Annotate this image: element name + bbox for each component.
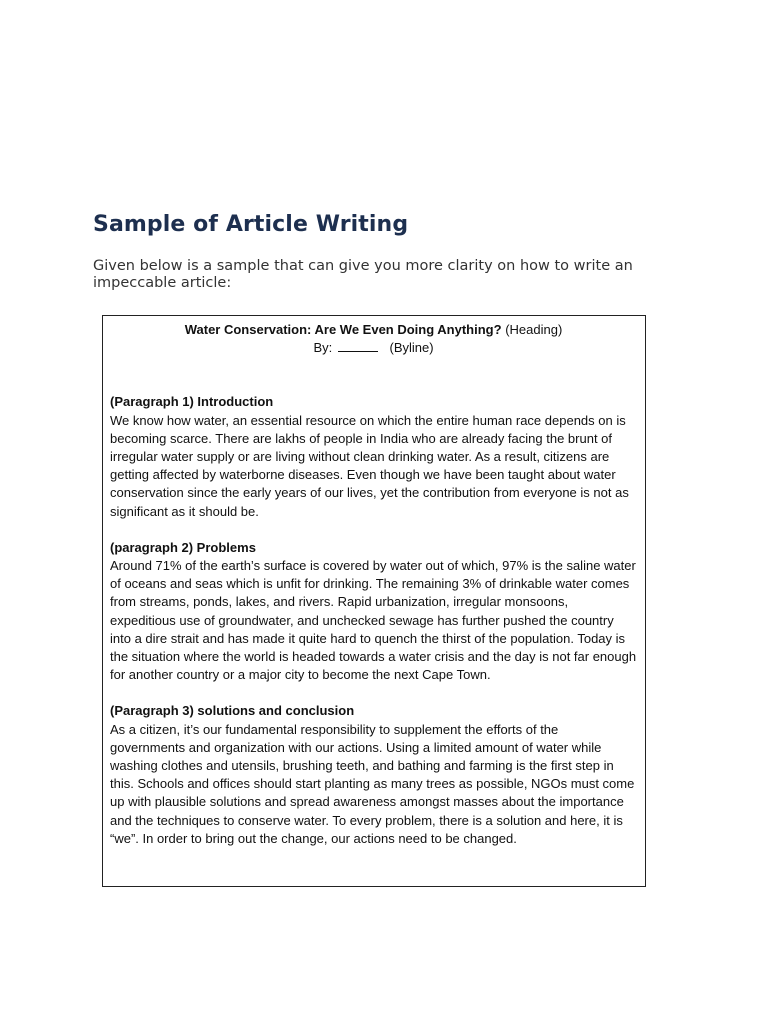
intro-text: Given below is a sample that can give you more clarity on how to write an impeccable article: (93, 258, 633, 291)
byline-label: By: (313, 340, 333, 356)
article-byline (110, 339, 637, 357)
paragraph-2-heading: (paragraph 2) Problems (110, 539, 256, 555)
article-sample-box (102, 315, 646, 887)
paragraph-3-heading: (Paragraph 3) solutions and conclusion (110, 703, 355, 719)
paragraph-2-text: Around 71% of the earth’s surface is covered by water out of which, 97% is the saline water of oceans and seas which is unfit for drinking. The remaining 3% of drinkable water comes from streams, ponds, lakes, and rivers. Rapid urbanization, irregular monsoons, expeditious use of groundwater, and unchecked sewage has further pushed the country into a dire strait and has made it quite hard to quench the thirst of the population. Today is the situation where the world is headed towards a water crisis and the day is not far enough for another country or a major city to become the next Cape Town. (110, 558, 637, 683)
paragraph-3-text: As a citizen, it’s our fundamental responsibility to supplement the efforts of the governments and organization with our actions. Using a limited amount of water while washing clothes and utensils, brushing teeth, and bathing and farming is the first step in this. Schools and offices should start planting as many trees as possible, NGOs must come up with plausible solutions and spread awareness amongst masses about the importance and the techniques to conserve water. To every problem, there is a solution and here, it is “we”. In order to bring out the change, our actions need to be changed. (110, 721, 635, 846)
article-heading-title: Water Conservation: Are We Even Doing Anything? (184, 322, 502, 337)
paragraph-1-heading: (Paragraph 1) Introduction (110, 394, 274, 410)
article-heading-note: (Heading) (505, 322, 563, 337)
byline-note: (Byline) (389, 340, 434, 356)
paragraph-1-text: We know how water, an essential resource on which the entire human race depends on is becoming scarce. There are lakhs of people in India who are already facing the brunt of irregular water supply or are living without clean drinking water. As a result, citizens are getting affected by waterborne diseases. Even though we have been taught about water conservation since the early years of our lives, yet the contribution from everyone is not as significant as it should be. (110, 412, 629, 519)
byline-blank (338, 340, 378, 352)
page-title: Sample of Article Writing (93, 212, 409, 237)
article-heading (110, 321, 637, 339)
